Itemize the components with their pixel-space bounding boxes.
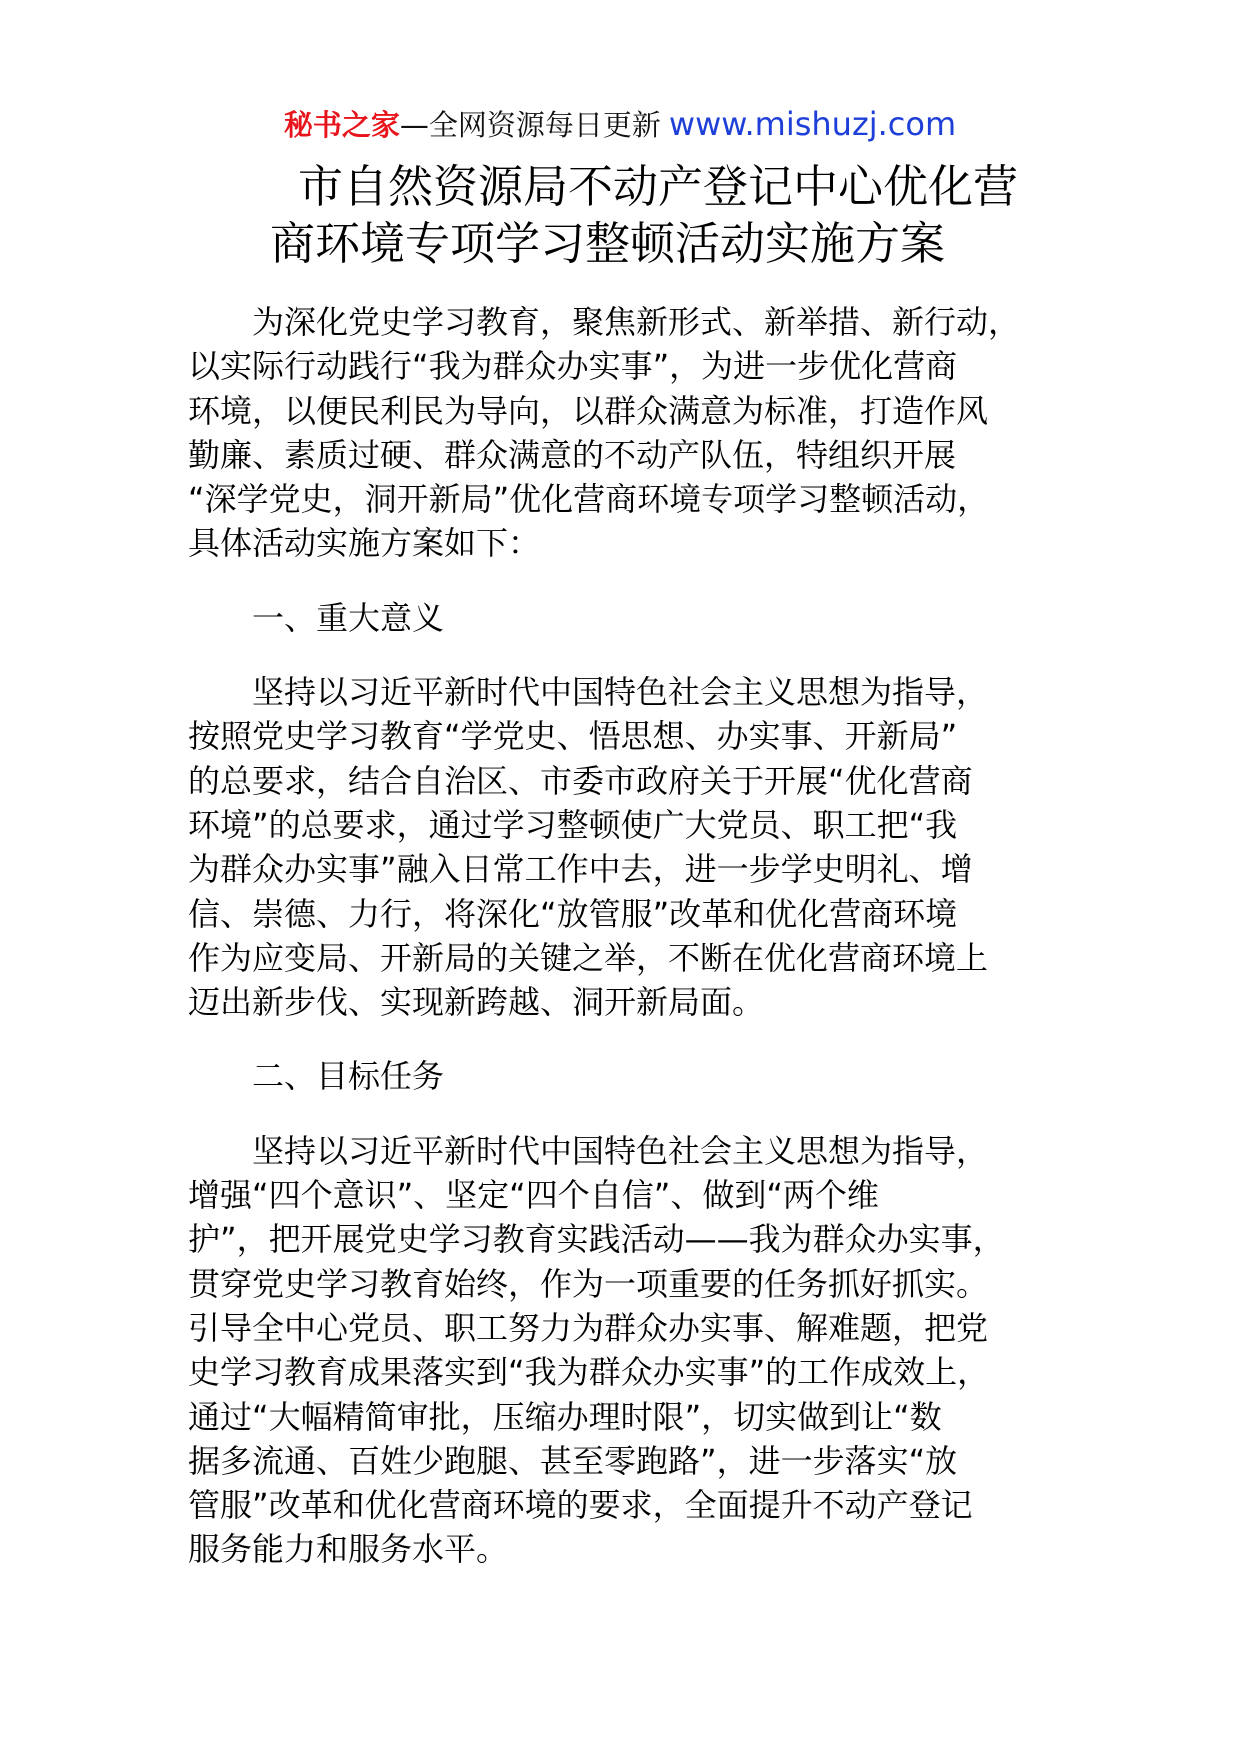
text-line: 坚持以习近平新时代中国特色社会主义思想为指导， — [252, 1131, 989, 1170]
title-line-1: 市自然资源局不动产登记中心优化营 — [298, 160, 1019, 213]
section-2-paragraph — [188, 1129, 1068, 1572]
text-line: 护”，把开展党史学习教育实践活动——我为群众办实事， — [188, 1220, 1005, 1259]
text-line: 为深化党史学习教育，聚焦新形式、新举措、新行动， — [252, 303, 1021, 341]
text-line: 增强“四个意识”、坚定“四个自信”、做到“两个维 — [188, 1176, 879, 1215]
text-line: 据多流通、百姓少跑腿、甚至零跑路”，进一步落实“放 — [188, 1441, 958, 1480]
text-line: 贯穿党史学习教育始终，作为一项重要的任务抓好抓实。 — [188, 1264, 989, 1303]
text-line: 具体活动实施方案如下： — [188, 524, 541, 563]
text-line: 通过“大幅精简审批，压缩办理时限”，切实做到让“数 — [188, 1397, 942, 1436]
text-line: “深学党史，洞开新局”优化营商环境专项学习整顿活动， — [188, 480, 990, 519]
text-line: 迈出新步伐、实现新跨越、洞开新局面。 — [188, 983, 765, 1022]
text-line: 的总要求，结合自治区、市委市政府关于开展“优化营商 — [188, 761, 973, 800]
text-line: 按照党史学习教育“学党史、悟思想、办实事、开新局” — [188, 717, 958, 756]
text-line: 勤廉、素质过硬、群众满意的不动产队伍，特组织开展 — [188, 435, 957, 474]
text-line: 作为应变局、开新局的关键之举，不断在优化营商环境上 — [188, 938, 989, 977]
text-line: 史学习教育成果落实到“我为群众办实事”的工作成效上， — [188, 1353, 990, 1392]
text-line: 以实际行动践行“我为群众办实事”，为进一步优化营商 — [188, 347, 958, 386]
text-line: 环境”的总要求，通过学习整顿使广大党员、职工把“我 — [188, 805, 958, 844]
site-header — [0, 104, 1240, 145]
brand-name: 秘书之家 — [283, 108, 400, 142]
intro-paragraph — [188, 300, 1068, 566]
text-line: 服务能力和服务水平。 — [188, 1530, 509, 1569]
site-url-link[interactable]: www.mishuzj.com — [668, 105, 957, 143]
text-line: 为群众办实事”融入日常工作中去，进一步学史明礼、增 — [188, 850, 973, 889]
text-line: 环境，以便民利民为导向，以群众满意为标准，打造作风 — [188, 391, 989, 430]
site-tagline: —全网资源每日更新 — [399, 108, 661, 142]
section-heading-1: 一、重大意义 — [252, 598, 445, 637]
text-line: 管服”改革和优化营商环境的要求，全面提升不动产登记 — [188, 1486, 973, 1525]
document-title — [270, 158, 1090, 272]
text-line: 坚持以习近平新时代中国特色社会主义思想为指导， — [252, 673, 989, 712]
section-heading-2: 二、目标任务 — [252, 1057, 445, 1096]
section-1-paragraph — [188, 670, 1068, 1024]
document-body — [188, 300, 1068, 1572]
text-line: 引导全中心党员、职工努力为群众办实事、解难题，把党 — [188, 1308, 989, 1347]
title-line-2: 商环境专项学习整顿活动实施方案 — [270, 217, 946, 270]
text-line: 信、崇德、力行，将深化“放管服”改革和优化营商环境 — [188, 894, 958, 933]
